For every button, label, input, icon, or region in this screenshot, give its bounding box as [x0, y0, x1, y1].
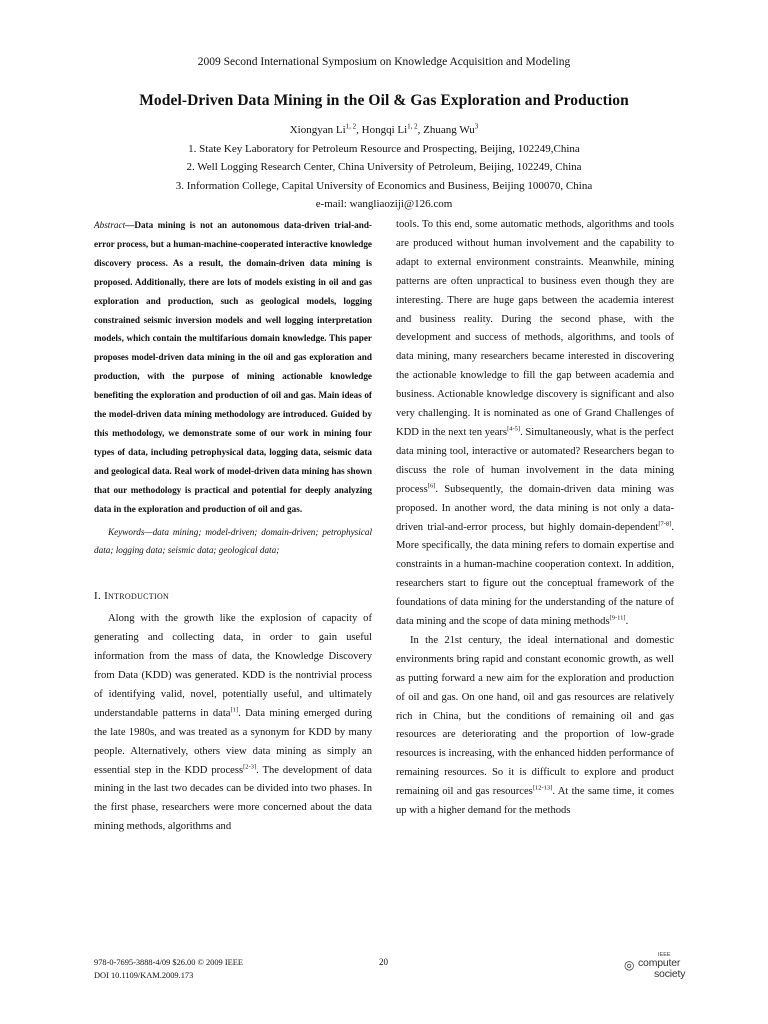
- text-run: . Subsequently, the domain-driven data mining was proposed. In another word, the data mining is not only a data-driven trial-and-error process, but highly domain-dependent: [396, 483, 674, 533]
- right-paragraph-2: [396, 632, 674, 821]
- author-email: e-mail: wangliaoziji@126.com: [315, 198, 453, 210]
- keywords: Keywords—data mining; model-driven; domain-driven; petrophysical data; logging data; seismic data; geological data;: [94, 526, 372, 556]
- paper-title: Model-Driven Data Mining in the Oil & Gas Exploration and Production: [139, 92, 629, 109]
- citation: [2-3]: [243, 763, 257, 771]
- text-run: tools. To this end, some automatic methods, algorithms and tools are produced without human involvement and the capability to adapt to external environment constraints. Meanwhile, mining patterns are often unpractical to business even though they are interesting. There are huge gaps between the academia interest and business reality. During the second phase, with the development and success of methods, algorithms, and tools of data mining, many researchers became interested in discovering the actionable knowledge to fill the gap between academia and business. Actionable knowledge discovery is significant and also very challenging. It is nominated as one of Grand Challenges of KDD in the next ten years: [396, 219, 674, 438]
- right-paragraph-1: [396, 216, 674, 632]
- citation: [7-8]: [658, 519, 672, 527]
- author-3-sup: 3: [474, 122, 479, 131]
- logo-computer-text: computer: [638, 957, 681, 969]
- globe-icon: ◎: [624, 958, 635, 972]
- author-1: Xiongyan Li: [289, 124, 346, 136]
- text-run: .: [625, 616, 629, 628]
- affiliation-2: 2. Well Logging Research Center, China University of Petroleum, Beijing, 102249, China: [186, 161, 582, 173]
- author-2-sup: 1, 2: [407, 122, 418, 131]
- abstract-text: —Data mining is not an autonomous data-driven trial-and-error process, but a human-machine-cooperated interactive knowledge discovery process. As a result, the domain-driven data mining is proposed. Additionally, there are lots of models existing in oil and gas exploration and production, such as geological models, logging constrained seismic inversion models and well logging interpretation models, which contain the multifarious domain knowledge. This paper proposes model-driven data mining in the oil and gas exploration and production, with the purpose of mining actionable knowledge benefiting the exploration and production of oil and gas. Main ideas of the model-driven data mining methodology are introduced. Guided by this methodology, we demonstrate some of our work in mining four types of data, including petrophysical data, logging data, seismic data and geological data. Real work of model-driven data mining has shown that our methodology is practical and potential for deeply analyzing data in the exploration and production of oil and gas.: [94, 220, 372, 514]
- author-3: Zhuang Wu: [423, 124, 475, 136]
- section-heading-introduction: I. Introduction: [94, 590, 170, 603]
- conference-header: 2009 Second International Symposium on Knowledge Acquisition and Modeling: [197, 56, 571, 68]
- citation: [6]: [427, 482, 436, 490]
- logo-society-text: society: [654, 968, 686, 980]
- intro-paragraph-1: [94, 610, 372, 837]
- text-run: In the 21st century, the ideal international and domestic environments bring rapid and constant economic growth, as well as putting forward a new aim for the exploration and production of oil and gas. On one hand, oil and gas resources are relatively rich in China, but the conditions of remaining oil and gas resources are deteriorating and the proportion of low-grade resources is increasing, with the enhanced hidden performance of remaining resources. So it is difficult to explore and product remaining oil and gas resources: [396, 634, 674, 798]
- text-run: . Simultaneously, what is the perfect data mining tool, interactive or automated? Researchers began to discuss the role of human involvement in the data mining process: [396, 426, 674, 495]
- text-run: . At the same time, it comes up with a higher demand for the methods: [396, 786, 674, 817]
- right-column: [396, 216, 674, 821]
- left-column: [94, 216, 372, 837]
- footer-doi: DOI 10.1109/KAM.2009.173: [94, 971, 194, 980]
- abstract: [94, 216, 372, 519]
- author-names: Xiongyan Li$^{1, 2}$, Hongqi Li$^{1, 2}$, Zhuang Wu$^3$: [289, 122, 479, 136]
- ieee-computer-society-logo: [624, 952, 694, 980]
- affiliation-3: 3. Information College, Capital University of Economics and Business, Beijing 100070, China: [175, 179, 593, 192]
- abstract-lead: Abstract: [94, 220, 126, 230]
- author-block: [0, 121, 768, 214]
- citation: [4-5]: [507, 425, 521, 433]
- affiliation-1: 1. State Key Laboratory for Petroleum Resource and Prospecting, Beijing, 102249,China: [188, 142, 580, 155]
- citation: [12-13]: [532, 784, 553, 792]
- citation: [9-11]: [609, 614, 626, 622]
- text-run: Along with the growth like the explosion of capacity of generating and collecting data, in order to gain useful information from the mass of data, the Knowledge Discovery from Data (KDD) was generated. KDD is the nontrivial process of identifying valid, novel, potentially useful, and ultimately understandable patterns in data: [94, 613, 372, 719]
- text-run: . Data mining emerged during the late 1980s, and was treated as a synonym for KDD by many people. Alternatively, others view data mining as simply an essential step in the KDD process: [94, 707, 372, 776]
- footer-isbn: 978-0-7695-3888-4/09 $26.00 © 2009 IEEE: [94, 958, 243, 967]
- author-2: Hongqi Li: [361, 124, 408, 136]
- page-number: 20: [379, 957, 388, 967]
- author-1-sup: 1, 2: [345, 122, 357, 131]
- footer-ids: [94, 956, 243, 982]
- text-run: . More specifically, the data mining refers to domain expertise and constraints in a human-machine cooperation context. In addition, researchers start to figure out the conceptual framework of the foundations of data mining for the understanding of the nature of data mining and the scope of data mining methods: [396, 521, 674, 628]
- citation: [1]: [230, 706, 239, 714]
- text-run: . The development of data mining in the last two decades can be divided into two phases. In the first phase, researchers were more concerned about the data mining methods, algorithms and: [94, 764, 372, 833]
- logo-ieee-text: IEEE: [658, 952, 671, 958]
